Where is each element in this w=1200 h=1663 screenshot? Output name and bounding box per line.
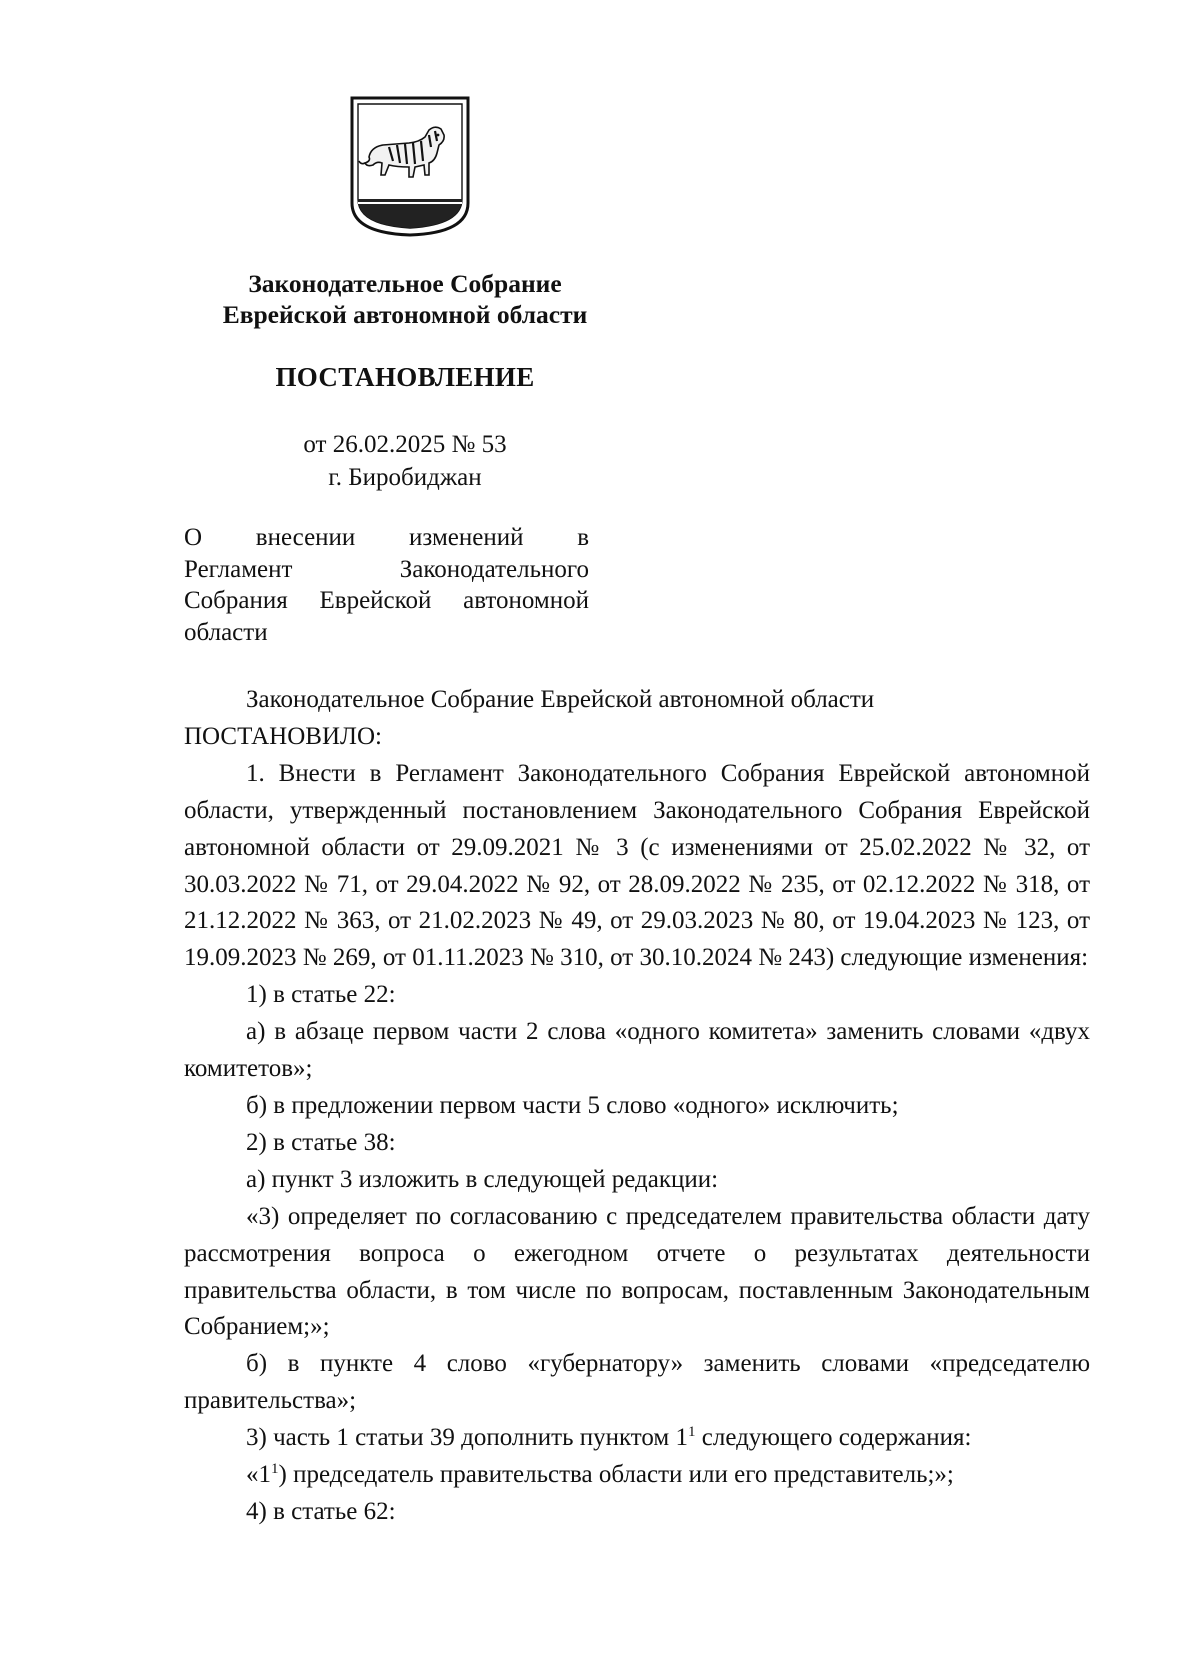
organization-title-line-1: Законодательное Собрание [248, 269, 562, 298]
superscript: 1 [688, 1424, 696, 1441]
paragraph-sub-2a: а) пункт 3 изложить в следующей редакции: [246, 1165, 719, 1193]
paragraph-sub-2a-quote: «3) определяет по согласованию с председателем правительства области дату рассмотрения вопроса о ежегодном отчете о результатах деятельности правительства области, в том числе по вопросам, поставленным Законодательным Собранием;»; [184, 1202, 1090, 1341]
sub-3-text: 3) часть 1 статьи 39 дополнить пунктом 1 [246, 1424, 688, 1452]
coat-of-arms-emblem [349, 95, 471, 238]
document-meta [190, 428, 620, 494]
document-city: г. Биробиджан [328, 464, 482, 491]
paragraph-sub-2b: б) в пункте 4 слово «губернатору» заменить словами «председателю правительства»; [184, 1350, 1090, 1415]
sub-3-quote-text: «1 [246, 1461, 271, 1489]
document-type: ПОСТАНОВЛЕНИЕ [275, 362, 535, 392]
preamble-paragraph: Законодательное Собрание Еврейской автономной области [246, 686, 875, 713]
sub-3-text-after: следующего содержания: [695, 1424, 972, 1452]
paragraph-sub-2: 2) в статье 38: [246, 1128, 396, 1156]
paragraph-item-1: 1. Внести в Регламент Законодательного Собрания Еврейской автономной области, утвержденный постановлением Законодательного Собрания Еврейской автономной области от 29.09.2021 № 3 (с изменениями от 25.02.2022 № 32, от 30.03.2022 № 71, от 29.04.2022 № 92, от 28.09.2022 № 235, от 02.12.2022 № 318, от 21.12.2022 № 363, от 21.02.2023 № 49, от 29.03.2023 № 80, от 19.04.2023 № 123, от 19.09.2023 № 269, от 01.11.2023 № 310, от 30.10.2024 № 243) следующие изменения: [184, 759, 1090, 972]
organization-title [190, 268, 620, 330]
paragraph-sub-4: 4) в статье 62: [246, 1497, 396, 1525]
subject-line: Регламент Законодательного [184, 555, 589, 583]
document-date-number: от 26.02.2025 № 53 [303, 431, 507, 458]
superscript: 1 [271, 1461, 279, 1478]
paragraph-sub-1a: а) в абзаце первом части 2 слова «одного комитета» заменить словами «двух комитетов»; [184, 1018, 1090, 1083]
paragraph-sub-3-quote [184, 1457, 1090, 1494]
organization-title-line-2: Еврейской автономной области [222, 300, 588, 329]
resolution-word: ПОСТАНОВИЛО: [184, 722, 382, 750]
paragraph-sub-1b: б) в предложении первом части 5 слово «одного» исключить; [246, 1091, 899, 1119]
paragraph-sub-1: 1) в статье 22: [246, 981, 396, 1009]
subject-line: О внесении изменений в [184, 524, 589, 551]
paragraph-sub-3 [184, 1420, 1090, 1457]
document-body [184, 682, 1090, 1531]
sub-3-quote-text-after: ) председатель правительства области или его представитель;»; [278, 1461, 954, 1489]
subject-line: области [184, 618, 268, 646]
document-subject [184, 522, 589, 648]
subject-line: Собрания Еврейской автономной [184, 587, 589, 614]
